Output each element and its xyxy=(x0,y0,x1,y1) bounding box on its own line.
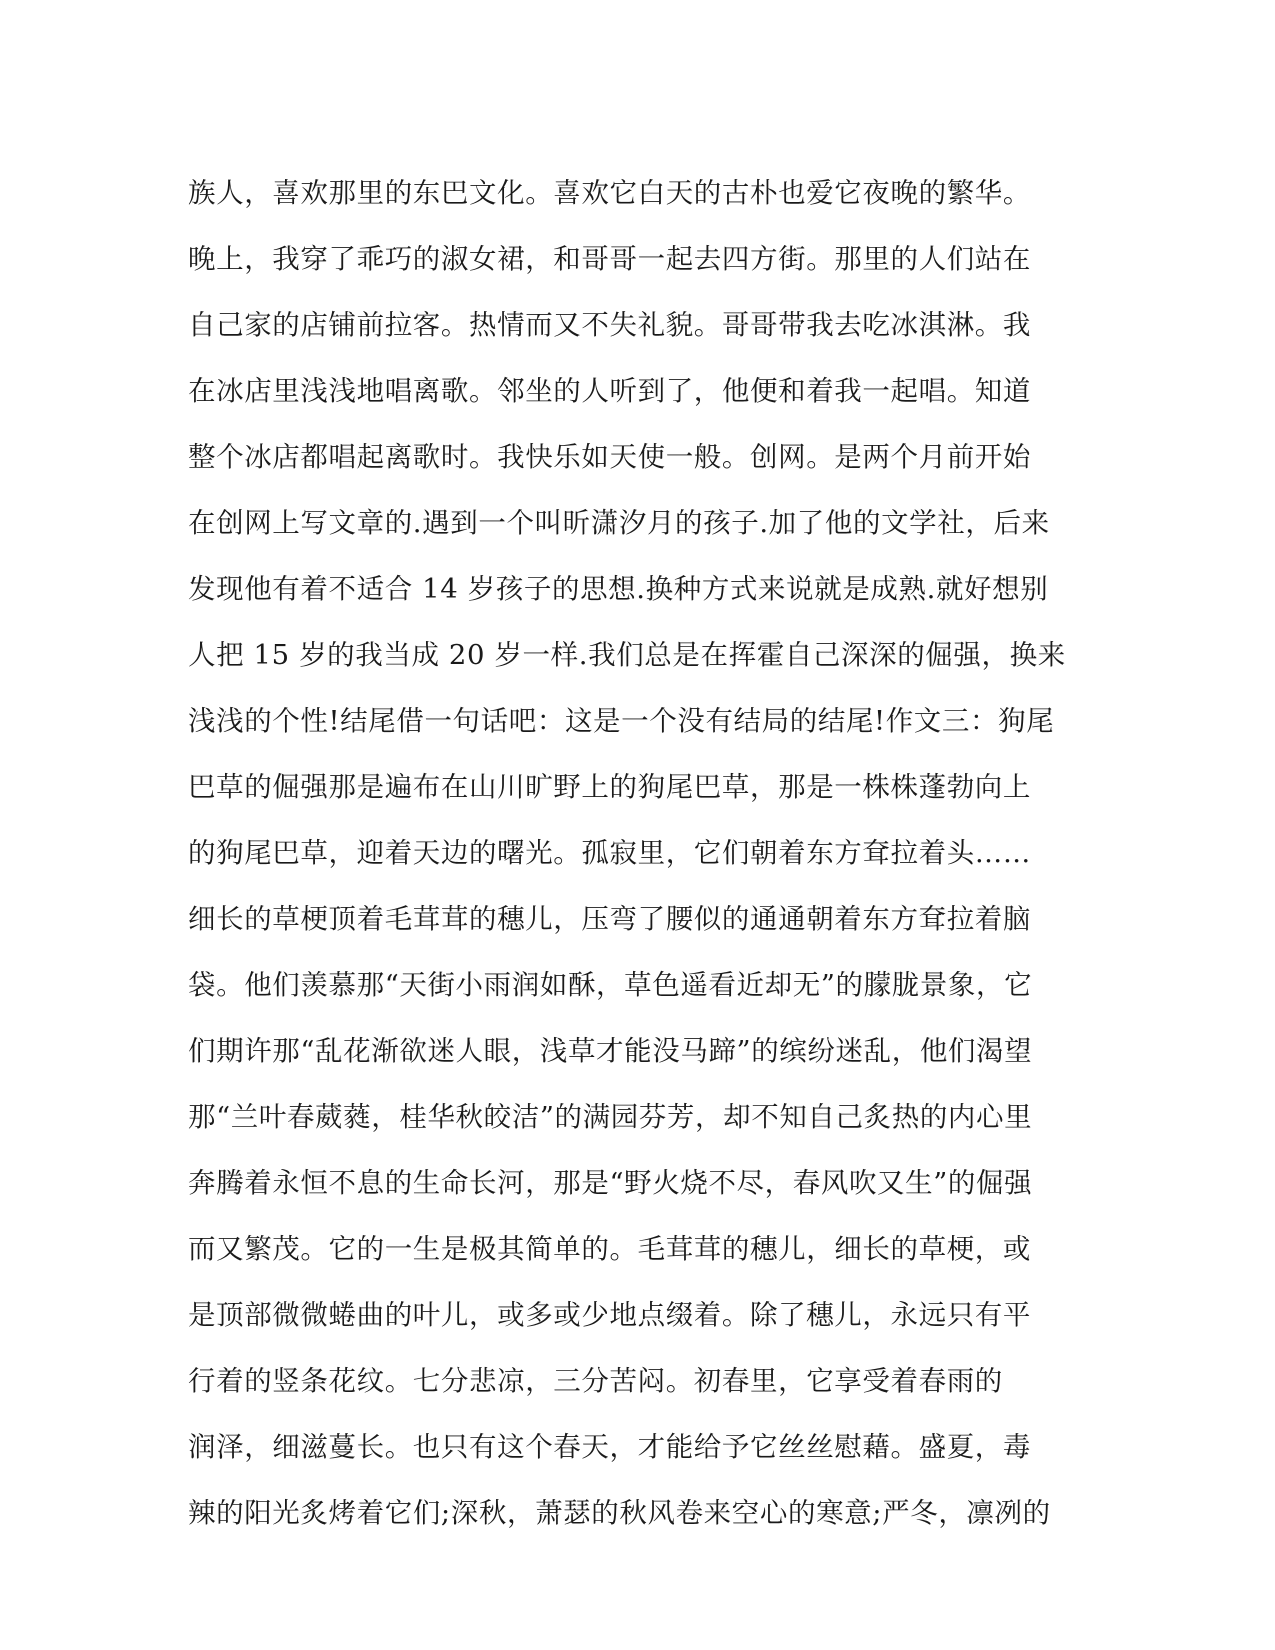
text-line: 行着的竖条花纹。七分悲凉，三分苦闷。初春里，它享受着春雨的 xyxy=(188,1365,1003,1397)
text-line: 在冰店里浅浅地唱离歌。邻坐的人听到了，他便和着我一起唱。知道 xyxy=(188,375,1031,407)
text-line: 的狗尾巴草，迎着天边的曙光。孤寂里，它们朝着东方耷拉着头…… xyxy=(188,837,1031,869)
text-line: 奔腾着永恒不息的生命长河，那是“野火烧不尽，春风吹又生”的倔强 xyxy=(188,1167,1033,1199)
text-line: 们期许那“乱花渐欲迷人眼，浅草才能没马蹄”的缤纷迷乱，他们渴望 xyxy=(188,1035,1033,1067)
text-line: 晚上，我穿了乖巧的淑女裙，和哥哥一起去四方街。那里的人们站在 xyxy=(188,243,1031,275)
text-line: 自己家的店铺前拉客。热情而又不失礼貌。哥哥带我去吃冰淇淋。我 xyxy=(188,309,1031,341)
text-line: 人把 15 岁的我当成 20 岁一样.我们总是在挥霍自己深深的倔强，换来 xyxy=(188,639,1066,671)
text-line: 族人，喜欢那里的东巴文化。喜欢它白天的古朴也爱它夜晚的繁华。 xyxy=(188,177,1031,209)
body-text xyxy=(188,160,1068,1546)
text-line: 辣的阳光炙烤着它们;深秋，萧瑟的秋风卷来空心的寒意;严冬，凛冽的 xyxy=(188,1497,1051,1529)
text-line: 整个冰店都唱起离歌时。我快乐如天使一般。创网。是两个月前开始 xyxy=(188,441,1031,473)
text-line: 润泽，细滋蔓长。也只有这个春天，才能给予它丝丝慰藉。盛夏，毒 xyxy=(188,1431,1031,1463)
text-line: 浅浅的个性!结尾借一句话吧：这是一个没有结局的结尾!作文三：狗尾 xyxy=(188,705,1055,737)
text-line: 袋。他们羡慕那“天街小雨润如酥，草色遥看近却无”的朦胧景象，它 xyxy=(188,969,1033,1001)
text-line: 那“兰叶春葳蕤，桂华秋皎洁”的满园芬芳，却不知自己炙热的内心里 xyxy=(188,1101,1033,1133)
text-line: 是顶部微微蜷曲的叶儿，或多或少地点缀着。除了穗儿，永远只有平 xyxy=(188,1299,1031,1331)
text-line: 巴草的倔强那是遍布在山川旷野上的狗尾巴草，那是一株株蓬勃向上 xyxy=(188,771,1031,803)
text-line: 在创网上写文章的.遇到一个叫昕潇汐月的孩子.加了他的文学社，后来 xyxy=(188,507,1050,539)
text-line: 细长的草梗顶着毛茸茸的穗儿，压弯了腰似的通通朝着东方耷拉着脑 xyxy=(188,903,1031,935)
text-line: 发现他有着不适合 14 岁孩子的思想.换种方式来说就是成熟.就好想别 xyxy=(188,573,1049,605)
text-line: 而又繁茂。它的一生是极其简单的。毛茸茸的穗儿，细长的草梗，或 xyxy=(188,1233,1031,1265)
